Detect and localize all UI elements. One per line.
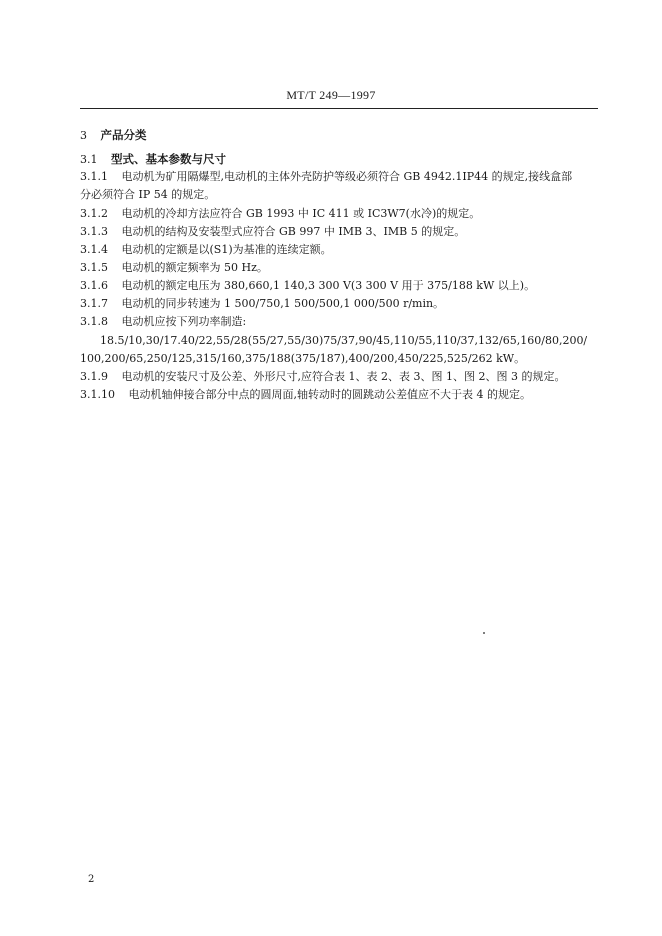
power-ratings-text: 100,200/65,250/125,315/160,375/188(375/187),400/200,450/225,525/262 kW。 (80, 352, 526, 365)
clause-text: 电动机的额定频率为 50 Hz。 (121, 261, 268, 274)
clause-3-1-7 (80, 297, 444, 311)
clause-3-1-4 (80, 243, 332, 257)
scan-speck (483, 632, 485, 634)
clause-number: 3.1.4 (80, 243, 108, 256)
clause-3-1-8 (80, 315, 246, 329)
clause-text: 电动机为矿用隔爆型,电动机的主体外壳防护等级必须符合 GB 4942.1IP44 的规定,接线盒部 (121, 170, 573, 183)
clause-text: 电动机轴伸接合部分中点的圆周面,轴转动时的圆跳动公差值应不大于表 4 的规定。 (128, 388, 531, 401)
clause-3-1-5 (80, 261, 268, 275)
clause-text: 电动机的结构及安装型式应符合 GB 997 中 IMB 3、IMB 5 的规定。 (121, 225, 466, 238)
clause-number: 3.1.2 (80, 207, 108, 220)
section-heading (80, 128, 147, 143)
clause-number: 3.1.5 (80, 261, 108, 274)
clause-text: 电动机的定额是以(S1)为基准的连续定额。 (121, 243, 332, 256)
power-ratings-line-2 (80, 352, 525, 366)
subsection-heading (80, 152, 226, 167)
clause-number: 3.1.9 (80, 370, 108, 383)
clause-number: 3.1.1 (80, 170, 108, 183)
clause-number: 3.1.3 (80, 225, 108, 238)
clause-number: 3.1.7 (80, 297, 108, 310)
clause-number: 3.1.10 (80, 388, 115, 401)
clause-3-1-6 (80, 279, 535, 293)
power-ratings-text: 18.5/10,30/17.40/22,55/28(55/27,55/30)75/37,90/45,110/55,110/37,132/65,160/80,200/ (100, 334, 588, 347)
section-title: 产品分类 (100, 128, 147, 142)
clause-text: 电动机的额定电压为 380,660,1 140,3 300 V(3 300 V 用于 375/188 kW 以上)。 (121, 279, 536, 292)
section-number: 3 (80, 129, 87, 142)
clause-text: 电动机的安装尺寸及公差、外形尺寸,应符合表 1、表 2、表 3、图 1、图 2、图 3 的规定。 (121, 370, 566, 383)
clause-text: 电动机的冷却方法应符合 GB 1993 中 IC 411 或 IC3W7(水冷)的规定。 (121, 207, 481, 220)
clause-3-1-1-continued (80, 188, 215, 202)
page-header-standard-code: MT/T 249—1997 (286, 88, 376, 102)
clause-number: 3.1.6 (80, 279, 108, 292)
clause-3-1-1 (80, 170, 572, 184)
clause-3-1-10 (80, 388, 531, 402)
clause-text: 电动机的同步转速为 1 500/750,1 500/500,1 000/500 r/min。 (121, 297, 445, 310)
subsection-number: 3.1 (80, 153, 98, 166)
header-divider (80, 108, 598, 109)
clause-number: 3.1.8 (80, 315, 108, 328)
page-number: 2 (88, 874, 95, 885)
subsection-title: 型式、基本参数与尺寸 (111, 152, 226, 166)
power-ratings-line-1 (100, 334, 587, 348)
clause-3-1-9 (80, 370, 565, 384)
clause-text: 分必须符合 IP 54 的规定。 (80, 188, 216, 201)
clause-3-1-3 (80, 225, 465, 239)
clause-3-1-2 (80, 207, 480, 221)
clause-text: 电动机应按下列功率制造: (121, 315, 247, 328)
